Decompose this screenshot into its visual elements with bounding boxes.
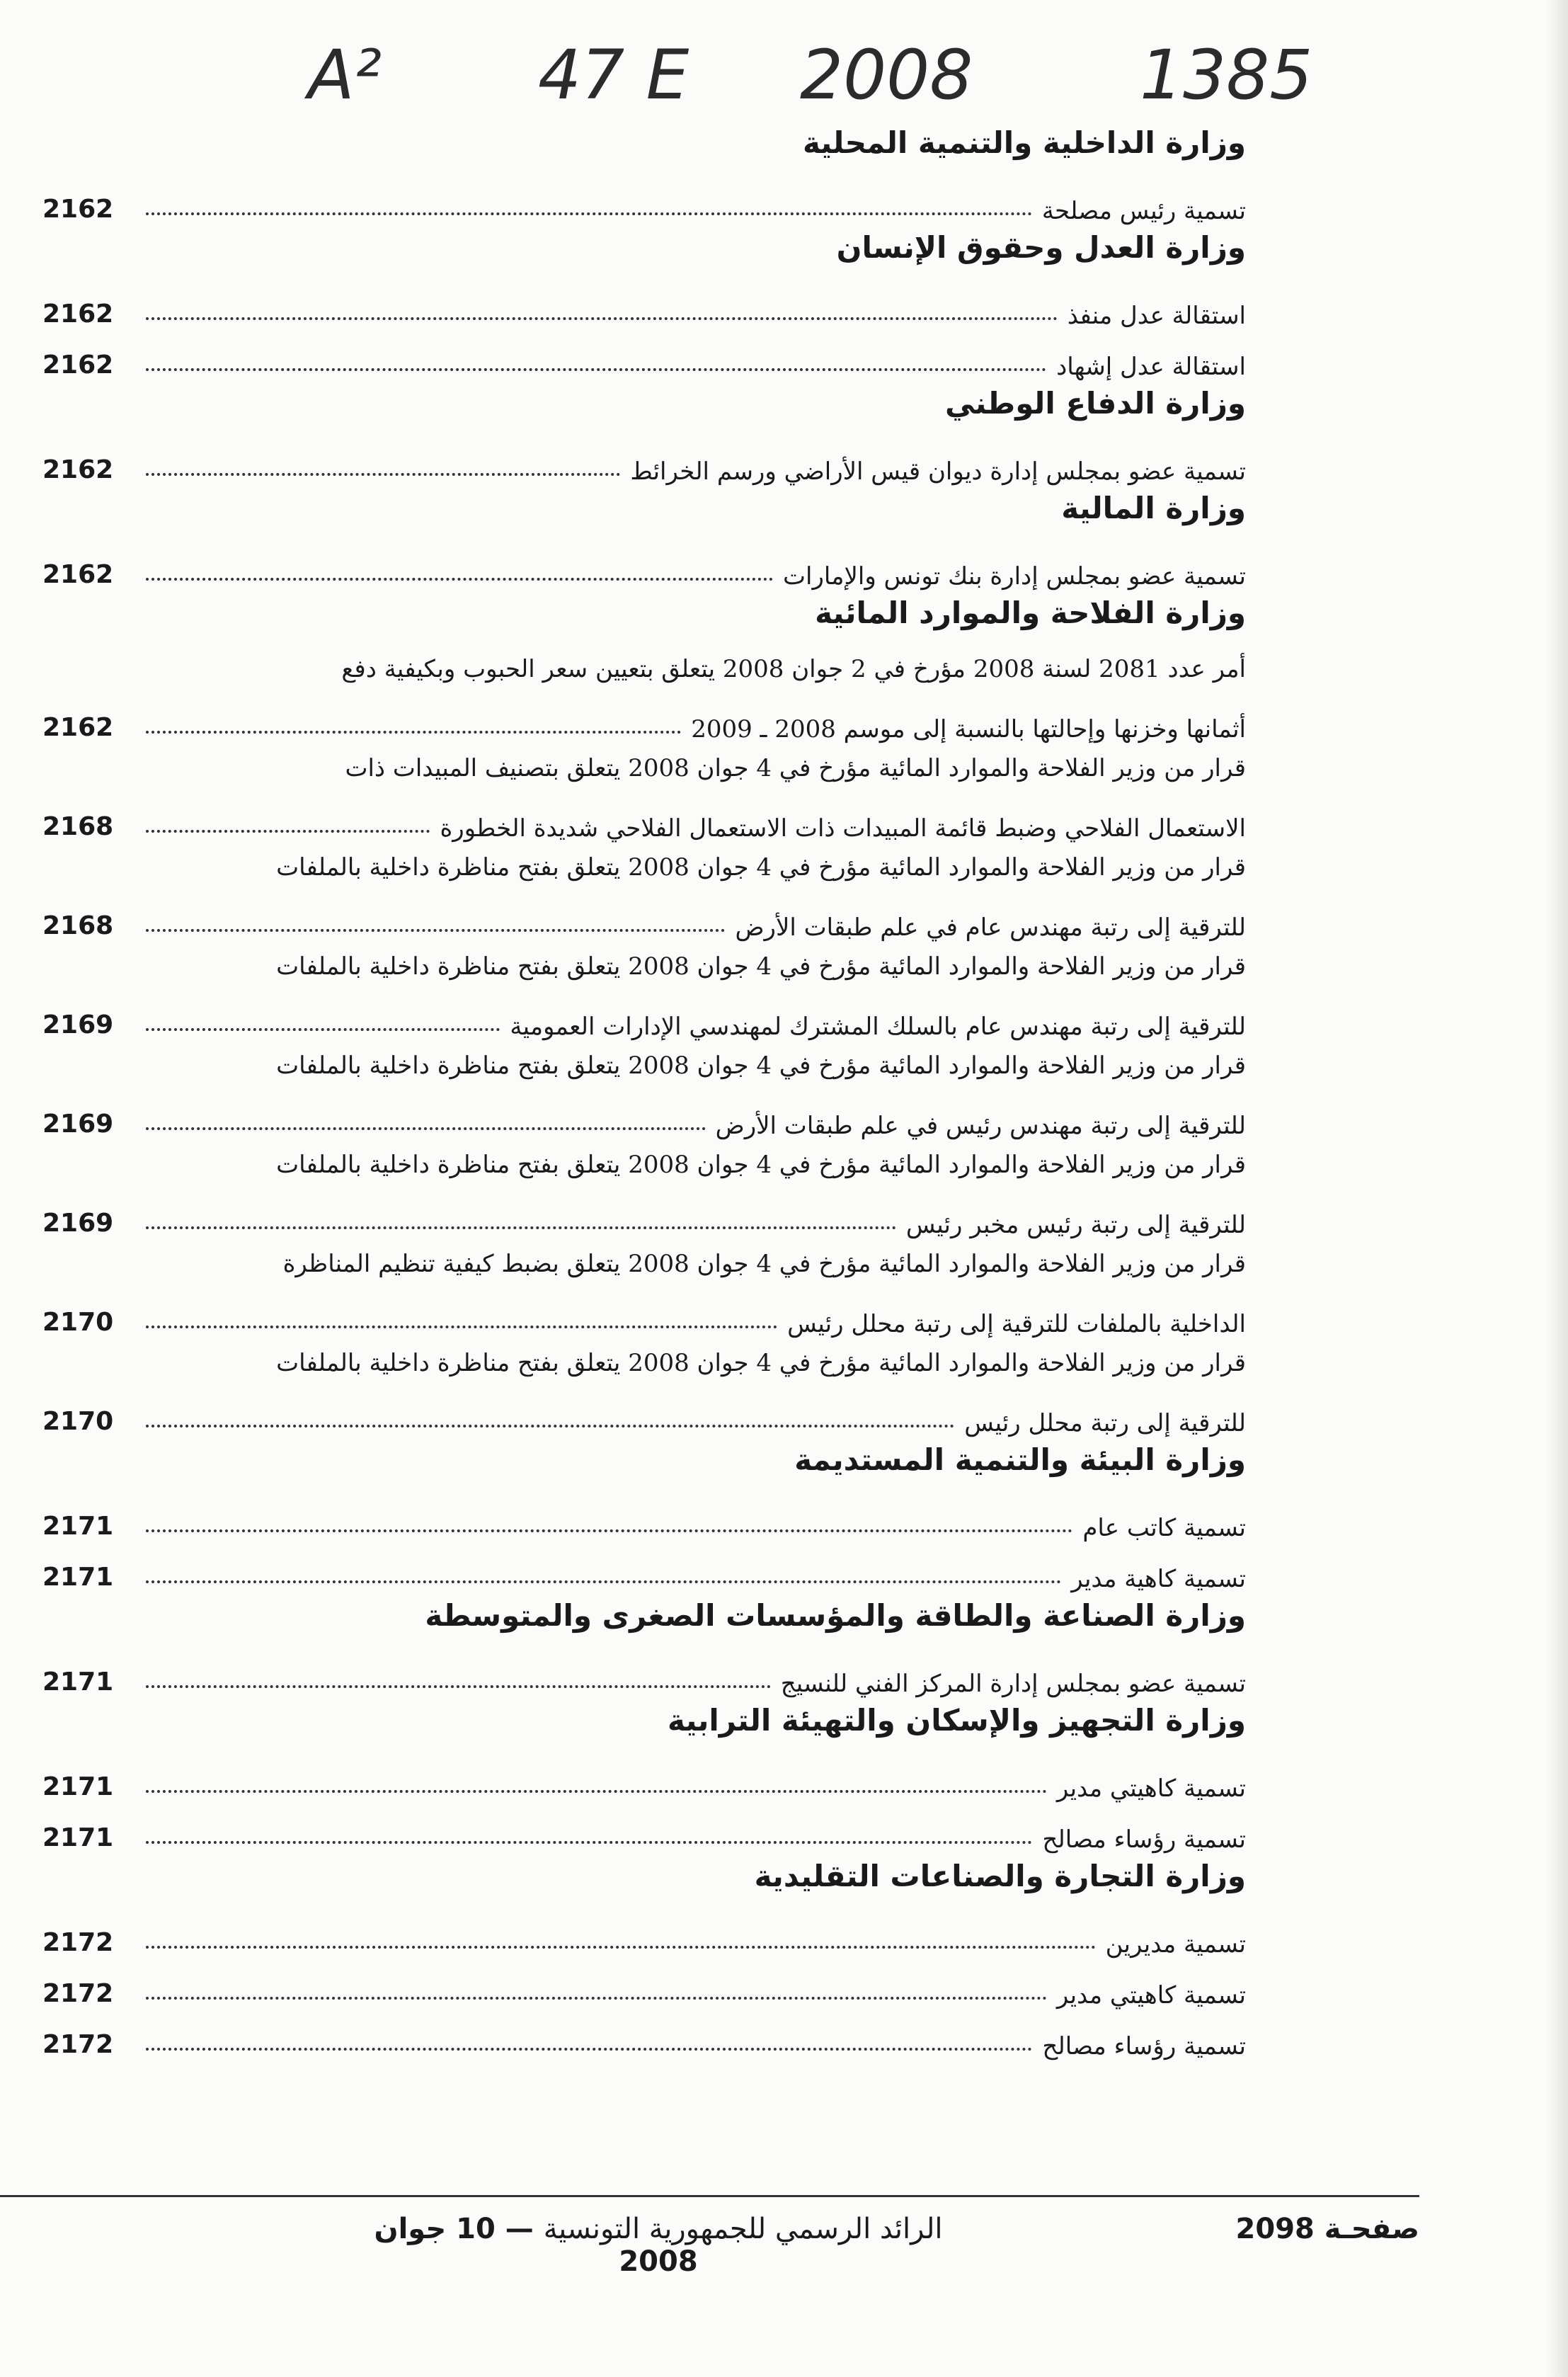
entry-text: تسمية كاتب عام	[1082, 1514, 1246, 1542]
ministry-section	[42, 1698, 1246, 1854]
ministry-title: وزارة التجهيز والإسكان والتهيئة الترابية	[668, 1703, 1246, 1738]
entry-page-number: 2168	[42, 911, 114, 940]
ministry-title: وزارة الفلاحة والموارد المائية	[815, 595, 1246, 630]
toc-entry	[42, 743, 1246, 843]
entry-page-number: 2171	[42, 1823, 114, 1852]
entry-text-first-line: قرار من وزير الفلاحة والموارد المائية مؤرخ في 4 جوان 2008 يتعلق بفتح مناظرة داخلية بالملفات	[276, 1349, 1246, 1377]
entry-text: تسمية كاهيتي مدير	[1056, 1774, 1246, 1803]
entry-page-number: 2162	[42, 455, 114, 484]
toc-entry	[42, 1041, 1246, 1140]
journal-date: 10 جوان 2008	[374, 2213, 698, 2278]
toc-entry	[42, 1140, 1246, 1239]
ministry-section	[42, 1593, 1246, 1698]
entry-text-first-line: قرار من وزير الفلاحة والموارد المائية مؤرخ في 4 جوان 2008 يتعلق بفتح مناظرة داخلية بالملفات	[276, 1051, 1246, 1080]
entry-text: للترقية إلى رتبة مهندس عام بالسلك المشترك لمهندسي الإدارات العمومية	[510, 1013, 1246, 1041]
dot-leader	[146, 368, 1046, 371]
entry-text: الاستعمال الفلاحي وضبط قائمة المبيدات ذات الاستعمال الفلاحي شديدة الخطورة	[440, 814, 1246, 843]
toc-entry	[42, 843, 1246, 942]
entry-text: تسمية كاهية مدير	[1071, 1565, 1246, 1593]
entry-text: استقالة عدل إشهاد	[1056, 353, 1246, 381]
ministry-title: وزارة العدل وحقوق الإنسان	[836, 230, 1246, 265]
entry-text: للترقية إلى رتبة رئيس مخبر رئيس	[905, 1211, 1246, 1239]
entry-text: تسمية عضو بمجلس إدارة ديوان قيس الأراضي ورسم الخرائط	[630, 457, 1246, 486]
entry-text-first-line: قرار من وزير الفلاحة والموارد المائية مؤرخ في 4 جوان 2008 يتعلق بضبط كيفية تنظيم المناظرة	[282, 1250, 1246, 1278]
entry-text: تسمية مديرين	[1105, 1930, 1246, 1959]
toc-entry	[42, 2010, 1246, 2060]
entry-last-line	[42, 694, 1246, 743]
entry-last-line	[42, 991, 1246, 1041]
entry-page-number: 2169	[42, 1010, 114, 1039]
toc-entry	[42, 540, 1246, 591]
entry-last-line	[42, 1289, 1246, 1338]
toc-entry	[42, 1338, 1246, 1437]
entry-text-first-line: قرار من وزير الفلاحة والموارد المائية مؤرخ في 4 جوان 2008 يتعلق بفتح مناظرة داخلية بالملفات	[276, 1151, 1246, 1179]
ministry-title: وزارة البيئة والتنمية المستديمة	[794, 1442, 1246, 1477]
entry-text: استقالة عدل منفذ	[1067, 302, 1246, 330]
dot-leader	[146, 473, 620, 476]
entry-text: تسمية كاهيتي مدير	[1056, 1981, 1246, 2010]
dot-leader	[146, 1997, 1047, 2000]
journal-title	[340, 2213, 977, 2278]
page-edge	[1547, 0, 1568, 2377]
toc-entry	[42, 279, 1246, 330]
entry-page-number: 2171	[42, 1563, 114, 1592]
dot-leader	[146, 317, 1057, 320]
entry-page-number: 2162	[42, 195, 114, 224]
entry-text-first-line: قرار من وزير الفلاحة والموارد المائية مؤرخ في 4 جوان 2008 يتعلق بتصنيف المبيدات ذات	[345, 754, 1246, 782]
entry-last-line	[42, 1190, 1246, 1239]
entry-page-number: 2171	[42, 1512, 114, 1541]
entry-last-line	[42, 1090, 1246, 1140]
ministry-section	[42, 120, 1246, 225]
toc-entry	[42, 644, 1246, 743]
entry-text: للترقية إلى رتبة مهندس عام في علم طبقات الأرض	[735, 913, 1246, 942]
toc-entry	[42, 1542, 1246, 1593]
dot-leader	[146, 1226, 896, 1229]
dot-leader	[146, 929, 725, 932]
entry-page-number: 2168	[42, 812, 114, 841]
entry-page-number: 2169	[42, 1209, 114, 1238]
entry-text: أثمانها وخزنها وإحالتها بالنسبة إلى موسم 2008 ـ 2009	[691, 715, 1246, 743]
toc-entry	[42, 435, 1246, 486]
entry-text-first-line: أمر عدد 2081 لسنة 2008 مؤرخ في 2 جوان 2008 يتعلق بتعيين سعر الحبوب وبكيفية دفع	[341, 655, 1246, 683]
entry-page-number: 2170	[42, 1308, 114, 1337]
dot-leader	[146, 2048, 1032, 2051]
entry-page-number: 2162	[42, 300, 114, 329]
entry-page-number: 2171	[42, 1772, 114, 1801]
toc-entry	[42, 1647, 1246, 1698]
entry-text: الداخلية بالملفات للترقية إلى رتبة محلل رئيس	[787, 1310, 1246, 1338]
entry-last-line	[42, 892, 1246, 942]
journal-separator: —	[495, 2213, 534, 2245]
ministry-title: وزارة المالية	[1061, 491, 1246, 525]
ministry-section	[42, 381, 1246, 486]
journal-name: الرائد الرسمي للجمهورية التونسية	[543, 2213, 943, 2245]
entry-page-number: 2162	[42, 560, 114, 589]
toc-entry	[42, 330, 1246, 381]
dot-leader	[146, 1127, 705, 1130]
toc-entry	[42, 1959, 1246, 2010]
handwritten-number: 1385	[1140, 35, 1313, 115]
toc-entry	[42, 942, 1246, 1041]
ministry-section	[42, 591, 1246, 1437]
toc-entry	[42, 174, 1246, 225]
page-footer	[0, 2213, 1419, 2278]
entry-text: للترقية إلى رتبة محلل رئيس	[964, 1409, 1246, 1437]
dot-leader	[146, 1580, 1061, 1583]
ministry-title: وزارة التجارة والصناعات التقليدية	[754, 1859, 1246, 1893]
toc-entry	[42, 1908, 1246, 1959]
handwritten-year: 2008	[800, 35, 973, 115]
toc-entry	[42, 1752, 1246, 1803]
dot-leader	[146, 830, 430, 833]
dot-leader	[146, 1841, 1032, 1844]
entry-page-number: 2169	[42, 1110, 114, 1139]
entry-text: تسمية عضو بمجلس إدارة بنك تونس والإمارات	[783, 562, 1246, 591]
handwritten-box: 47 E	[538, 35, 689, 115]
ministry-title: وزارة الصناعة والطاقة والمؤسسات الصغرى والمتوسطة	[425, 1598, 1246, 1633]
dot-leader	[146, 578, 773, 581]
footer-divider	[0, 2195, 1419, 2197]
table-of-contents	[42, 120, 1246, 2096]
entry-text-first-line: قرار من وزير الفلاحة والموارد المائية مؤرخ في 4 جوان 2008 يتعلق بفتح مناظرة داخلية بالملفات	[276, 853, 1246, 882]
entry-text: تسمية رؤساء مصالح	[1042, 2032, 1246, 2060]
dot-leader	[146, 1028, 500, 1031]
entry-text: تسمية رؤساء مصالح	[1042, 1825, 1246, 1854]
toc-entry	[42, 1239, 1246, 1338]
ministry-section	[42, 1437, 1246, 1593]
dot-leader	[146, 1946, 1095, 1949]
entry-page-number: 2170	[42, 1407, 114, 1436]
entry-text: تسمية رئيس مصلحة	[1041, 197, 1246, 225]
entry-last-line	[42, 793, 1246, 843]
handwritten-ref-code: A²	[308, 35, 382, 115]
dot-leader	[146, 1425, 954, 1427]
ministry-section	[42, 486, 1246, 591]
entry-text-first-line: قرار من وزير الفلاحة والموارد المائية مؤرخ في 4 جوان 2008 يتعلق بفتح مناظرة داخلية بالملفات	[276, 952, 1246, 981]
dot-leader	[146, 1529, 1072, 1532]
ministry-title: وزارة الدفاع الوطني	[945, 386, 1246, 421]
toc-entry	[42, 1491, 1246, 1542]
entry-page-number: 2172	[42, 1928, 114, 1957]
ministry-title: وزارة الداخلية والتنمية المحلية	[802, 125, 1246, 160]
toc-entry	[42, 1803, 1246, 1854]
dot-leader	[146, 212, 1032, 215]
entry-last-line	[42, 1388, 1246, 1437]
handwritten-annotation	[0, 21, 1568, 120]
ministry-section	[42, 225, 1246, 381]
dot-leader	[146, 1326, 777, 1328]
entry-page-number: 2172	[42, 1979, 114, 2008]
dot-leader	[146, 731, 681, 734]
entry-page-number: 2162	[42, 713, 114, 742]
dot-leader	[146, 1790, 1047, 1793]
page-number-label: صفحـة 2098	[1235, 2213, 1419, 2245]
entry-page-number: 2172	[42, 2030, 114, 2059]
ministry-section	[42, 1854, 1246, 2060]
entry-text: تسمية عضو بمجلس إدارة المركز الفني للنسيج	[780, 1670, 1246, 1698]
dot-leader	[146, 1685, 771, 1688]
entry-page-number: 2171	[42, 1668, 114, 1697]
entry-text: للترقية إلى رتبة مهندس رئيس في علم طبقات الأرض	[715, 1112, 1246, 1140]
entry-page-number: 2162	[42, 350, 114, 380]
